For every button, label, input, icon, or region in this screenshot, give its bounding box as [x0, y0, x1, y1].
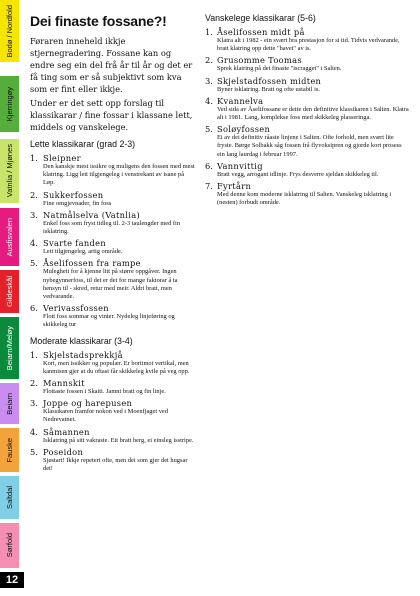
waterfall-description: Klatra alt i 1982 - ein svært bra prestasjon for si tid. Tidvis vedvarande, bratt klatring opp dette "havet" av is. [217, 37, 400, 53]
item-number: 6. [30, 303, 38, 314]
waterfall-description: Kort, men issikker og populær. Er bortimot vertikal, men kanmisen gjer at du oftast får skikkeleg kvile på veg opp. [43, 359, 190, 375]
region-tab-label: Saltdal [5, 486, 14, 509]
list-item [30, 303, 197, 329]
list-item [30, 258, 197, 301]
list-item [30, 427, 197, 445]
region-tab-label: Vatnlia / Mjønes [5, 144, 14, 198]
intro-paragraph: Under er det sett opp forslag til klassikarar / fine fossar i klassane lett, middels og vanskelege. [30, 98, 193, 132]
list-item [30, 447, 197, 473]
list-item [205, 181, 410, 207]
waterfall-name: Kvannelva [217, 95, 264, 106]
waterfall-name: Soløyfossen [217, 124, 271, 135]
waterfall-description: Klassikaren framfor nokon ved i Moenfjaget ved Nedrevatnet. [43, 408, 168, 424]
waterfall-name: Sleipner [43, 153, 81, 163]
region-tab[interactable] [0, 383, 19, 424]
waterfall-name: Fyrtårn [217, 181, 252, 192]
hard-classics-list [205, 27, 410, 207]
item-number: 6. [205, 160, 213, 171]
waterfall-description: Ei av dei definitiv råaste linjene i Salten. Ofte forhold, men svært lite fryste. Børge Solbakk såg fossen frå flyvoksipren og gjorde kort prosess ein lang laurdag i februar 1997. [217, 134, 402, 158]
item-number: 3. [30, 209, 38, 220]
waterfall-description: Flottaste fossen i Skaiti. Jamnt bratt og fin linje. [43, 388, 166, 396]
item-number: 1. [30, 153, 38, 163]
region-tab-label: Fauske [5, 437, 14, 463]
section-title: Moderate klassikarar (3-4) [30, 335, 133, 346]
page-number: 12 [0, 572, 24, 588]
waterfall-description: Byner isklatring. Bratt og ofte ustabil is. [217, 85, 320, 93]
waterfall-name: Åselifossen midt på [217, 27, 305, 37]
section-title: Lette klassikarar (grad 2-3) [30, 139, 136, 149]
item-number: 5. [30, 446, 38, 457]
region-tab-label: Bodø / Nordfold [5, 4, 14, 58]
item-number: 4. [30, 426, 38, 437]
region-tab[interactable] [0, 208, 19, 266]
item-number: 7. [205, 181, 213, 192]
waterfall-name: Vannvittig [217, 160, 263, 171]
list-item [30, 378, 197, 396]
region-tab-label: Beiarn [5, 392, 14, 415]
region-tab[interactable] [0, 139, 19, 203]
region-tab-label: Beiarn/Meløy [5, 325, 14, 371]
list-item [205, 161, 410, 179]
waterfall-name: Poseidon [43, 446, 84, 457]
region-tab[interactable] [0, 476, 19, 519]
item-number: 3. [30, 398, 38, 409]
item-number: 2. [30, 378, 38, 389]
list-item [205, 27, 410, 53]
waterfall-description: Den kanskje mest issikre og muligens den fossen med mest klatring. Ligg lett tilgjengeleg i venstrekant av isane på Løp. [43, 163, 195, 187]
region-tab-sidebar [0, 0, 19, 596]
region-tab-label: Sørfold [5, 533, 14, 558]
region-tab[interactable] [0, 317, 19, 379]
waterfall-description: Enkel foss som fryst tidleg til. 2-3 taulengder med fin isklatring. [43, 219, 181, 236]
item-number: 4. [30, 238, 38, 249]
list-item [30, 350, 197, 376]
item-number: 1. [205, 27, 213, 37]
page-title: Dei finaste fossane?! [30, 13, 167, 29]
region-tab-label: Kjerringøy [5, 86, 14, 122]
list-item [30, 210, 197, 236]
region-tab-label: Ausfisvalen [5, 217, 14, 257]
region-tab[interactable] [0, 428, 19, 472]
waterfall-description: Sjøstart! Ikkje repetert ofte, men dei som gjer det hugsar det! [43, 456, 188, 473]
list-item [30, 398, 197, 424]
item-number: 5. [30, 258, 38, 269]
waterfall-name: Natmålselva (Vatnlia) [43, 209, 140, 220]
waterfall-name: Grusomme Toomas [217, 55, 302, 66]
region-tab[interactable] [0, 0, 19, 62]
waterfall-description: Sprek klatring på det finaste "iscragget" i Salten. [217, 65, 342, 73]
intro-text [30, 35, 197, 133]
waterfall-description: Mulegheit for å kjenne litt på større oppgåver. Ingen nybegynnerfoss, til det er det for mange faktorar å ta hensyn til - skred, retur med meir. Aldri bratt, men vedvarande. [43, 268, 178, 301]
list-item [205, 55, 410, 73]
item-number: 5. [205, 124, 213, 135]
waterfall-name: Såmannen [43, 426, 90, 437]
item-number: 2. [30, 189, 38, 200]
waterfall-description: Lett tilgjengeleg, artig område. [43, 248, 123, 256]
list-item [30, 190, 197, 208]
region-tab[interactable] [0, 270, 19, 313]
item-number: 2. [205, 55, 213, 66]
region-tab[interactable] [0, 76, 19, 132]
waterfall-description: Bratt vegg, arrogant idlinje. Frys desverre sjeldan skikkeleg til. [217, 170, 379, 178]
item-number: 4. [205, 95, 213, 106]
waterfall-name: Mannskit [43, 378, 85, 389]
right-column [205, 13, 410, 209]
waterfall-name: Skjelstadfossen midten [217, 75, 322, 86]
intro-paragraph: Føraren inneheld ikkje stjernegradering. Fossane kan og endre seg ein del frå år til år og det er få ting som er så subjektivt som kva som er fint eller ikkje. [30, 36, 193, 94]
left-column [30, 13, 197, 475]
section-title-hard: Vanskelege klassikarar (5-6) [205, 13, 316, 23]
waterfall-description: Ved sida av Åselifossane er dette den definitive klassikaren i Salten. Klatra alt i 1981. Lang, komplekse foss med skikkeleg plasseringa. [217, 105, 409, 122]
region-tab[interactable] [0, 523, 19, 568]
waterfall-name: Sukkerfossen [43, 189, 104, 200]
list-item [205, 124, 410, 159]
item-number: 1. [30, 349, 38, 360]
waterfall-description: Isklatring på sitt vakraste. Eit bratt berg, ei einsleg isstripe. [43, 436, 194, 444]
waterfall-name: Skjelstadsprekkjå [43, 349, 123, 360]
region-tab-label: Gildeskål [5, 276, 14, 307]
waterfall-name: Svarte fanden [43, 238, 106, 249]
classic-sections [30, 139, 197, 473]
waterfall-description: Fine omgjevnader, fin foss [43, 199, 112, 207]
list-item [205, 76, 410, 94]
item-number: 3. [205, 75, 213, 86]
list-item [30, 153, 197, 188]
waterfall-name: Joppe og harepusen [43, 398, 133, 409]
waterfall-description: Flott foss sommar og vinter. Nydeleg linjeføring og skikkeleg tur [43, 313, 175, 329]
waterfall-description: Med denne kom moderne isklatring til Salten. Vanskeleg isklatring i (nesten) forbudt område. [217, 191, 392, 207]
list-item [205, 96, 410, 122]
waterfall-name: Verivassfossen [43, 303, 109, 314]
list-item [30, 238, 197, 256]
waterfall-name: Åselifossen fra rampe [43, 258, 141, 269]
